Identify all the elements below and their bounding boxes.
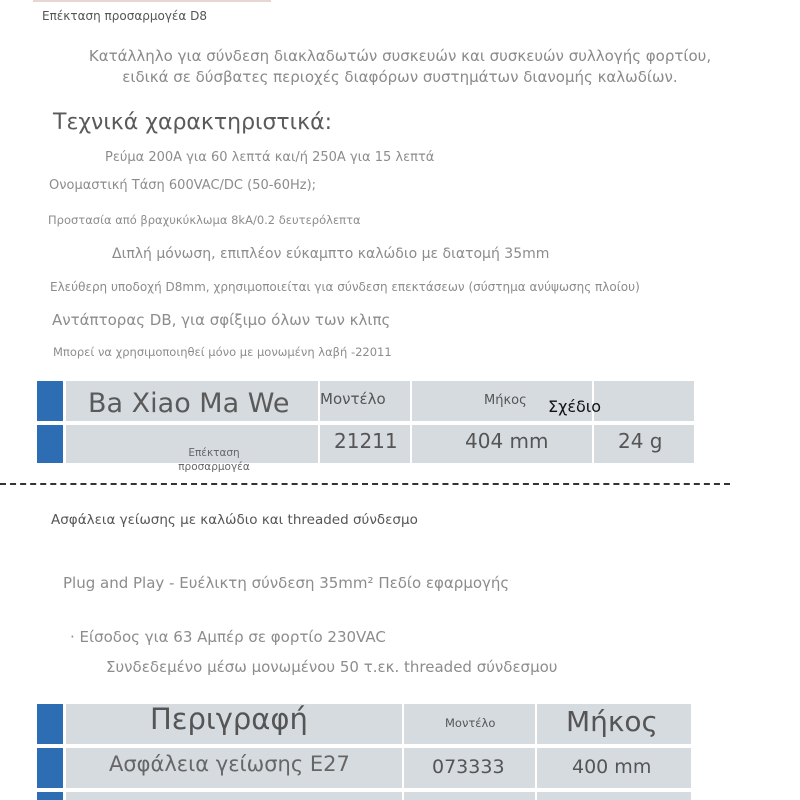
section-title: Ασφάλεια γείωσης με καλώδιο και threaded σύνδεσμο (51, 512, 418, 528)
product-caption: Επέκταση προσαρμογέα D8 (42, 9, 208, 23)
table-cell: Ασφάλεια γείωσης E27 (109, 752, 350, 776)
table-row-label: Επέκταση προσαρμογέα (178, 447, 250, 473)
spec-item: Ελεύθερη υποδοχή D8mm, χρησιμοποιείται για σύνδεση επεκτάσεων (σύστημα ανύψωσης πλοίου) (50, 280, 640, 294)
table-row-marker (37, 748, 63, 788)
table-header-cell: Περιγραφή (150, 702, 308, 736)
table-header-cell: Σχέδιο (548, 397, 601, 416)
table-divider (535, 704, 537, 800)
intro-line: Κατάλληλο για σύνδεση διακλαδωτών συσκευών και συσκευών συλλογής φορτίου, (88, 47, 712, 65)
table-row (66, 792, 691, 800)
table-divider (592, 381, 594, 463)
table-cell: 400 mm (572, 756, 652, 778)
spec-item: Προστασία από βραχυκύκλωμα 8kA/0.2 δευτερόλεπτα (48, 213, 361, 227)
table-row-marker (37, 381, 63, 421)
top-accent-bar (33, 0, 271, 2)
feature-line: · Είσοδος για 63 Αμπέρ σε φορτίο 230VAC (70, 628, 386, 646)
table-header-cell: Μοντέλο (320, 390, 386, 408)
spec-item: Διπλή μόνωση, επιπλέον εύκαμπτο καλώδιο με διατομή 35mm (112, 246, 550, 262)
table-row-marker (37, 792, 63, 800)
table-row-marker (37, 704, 63, 744)
table-cell: 404 mm (465, 429, 549, 453)
table-header-cell: Μοντέλο (445, 716, 496, 730)
table-header-cell: Μήκος (566, 705, 658, 738)
tech-specs-heading: Τεχνικά χαρακτηριστικά: (53, 110, 332, 135)
table-divider (410, 381, 412, 463)
table-cell: 24 g (618, 429, 663, 453)
intro-text (0, 46, 800, 88)
spec-item: Ονομαστική Τάση 600VAC/DC (50-60Hz); (49, 178, 317, 193)
spec-item: Μπορεί να χρησιμοποιηθεί μόνο με μονωμένη λαβή -22011 (53, 345, 392, 359)
table-row-marker (37, 425, 63, 463)
feature-line: Συνδεδεμένο μέσω μονωμένου 50 τ.εκ. threaded σύνδεσμου (106, 658, 558, 676)
table-cell: 073333 (432, 756, 505, 778)
table-divider (402, 704, 404, 800)
table-header-cell: Ba Xiao Ma We (88, 388, 290, 419)
table-header-cell: Μήκος (484, 393, 527, 408)
table-cell: 21211 (334, 429, 398, 453)
spec-item: Αντάπτορας DB, για σφίξιμο όλων των κλιπς (52, 311, 391, 329)
feature-line: Plug and Play - Ευέλικτη σύνδεση 35mm² Πεδίο εφαρμογής (63, 574, 510, 592)
intro-line: ειδικά σε δύσβατες περιοχές διαφόρων συστημάτων διανομής καλωδίων. (122, 68, 678, 86)
spec-item: Ρεύμα 200A για 60 λεπτά και/ή 250A για 15 λεπτά (105, 150, 435, 165)
section-divider (0, 483, 730, 485)
